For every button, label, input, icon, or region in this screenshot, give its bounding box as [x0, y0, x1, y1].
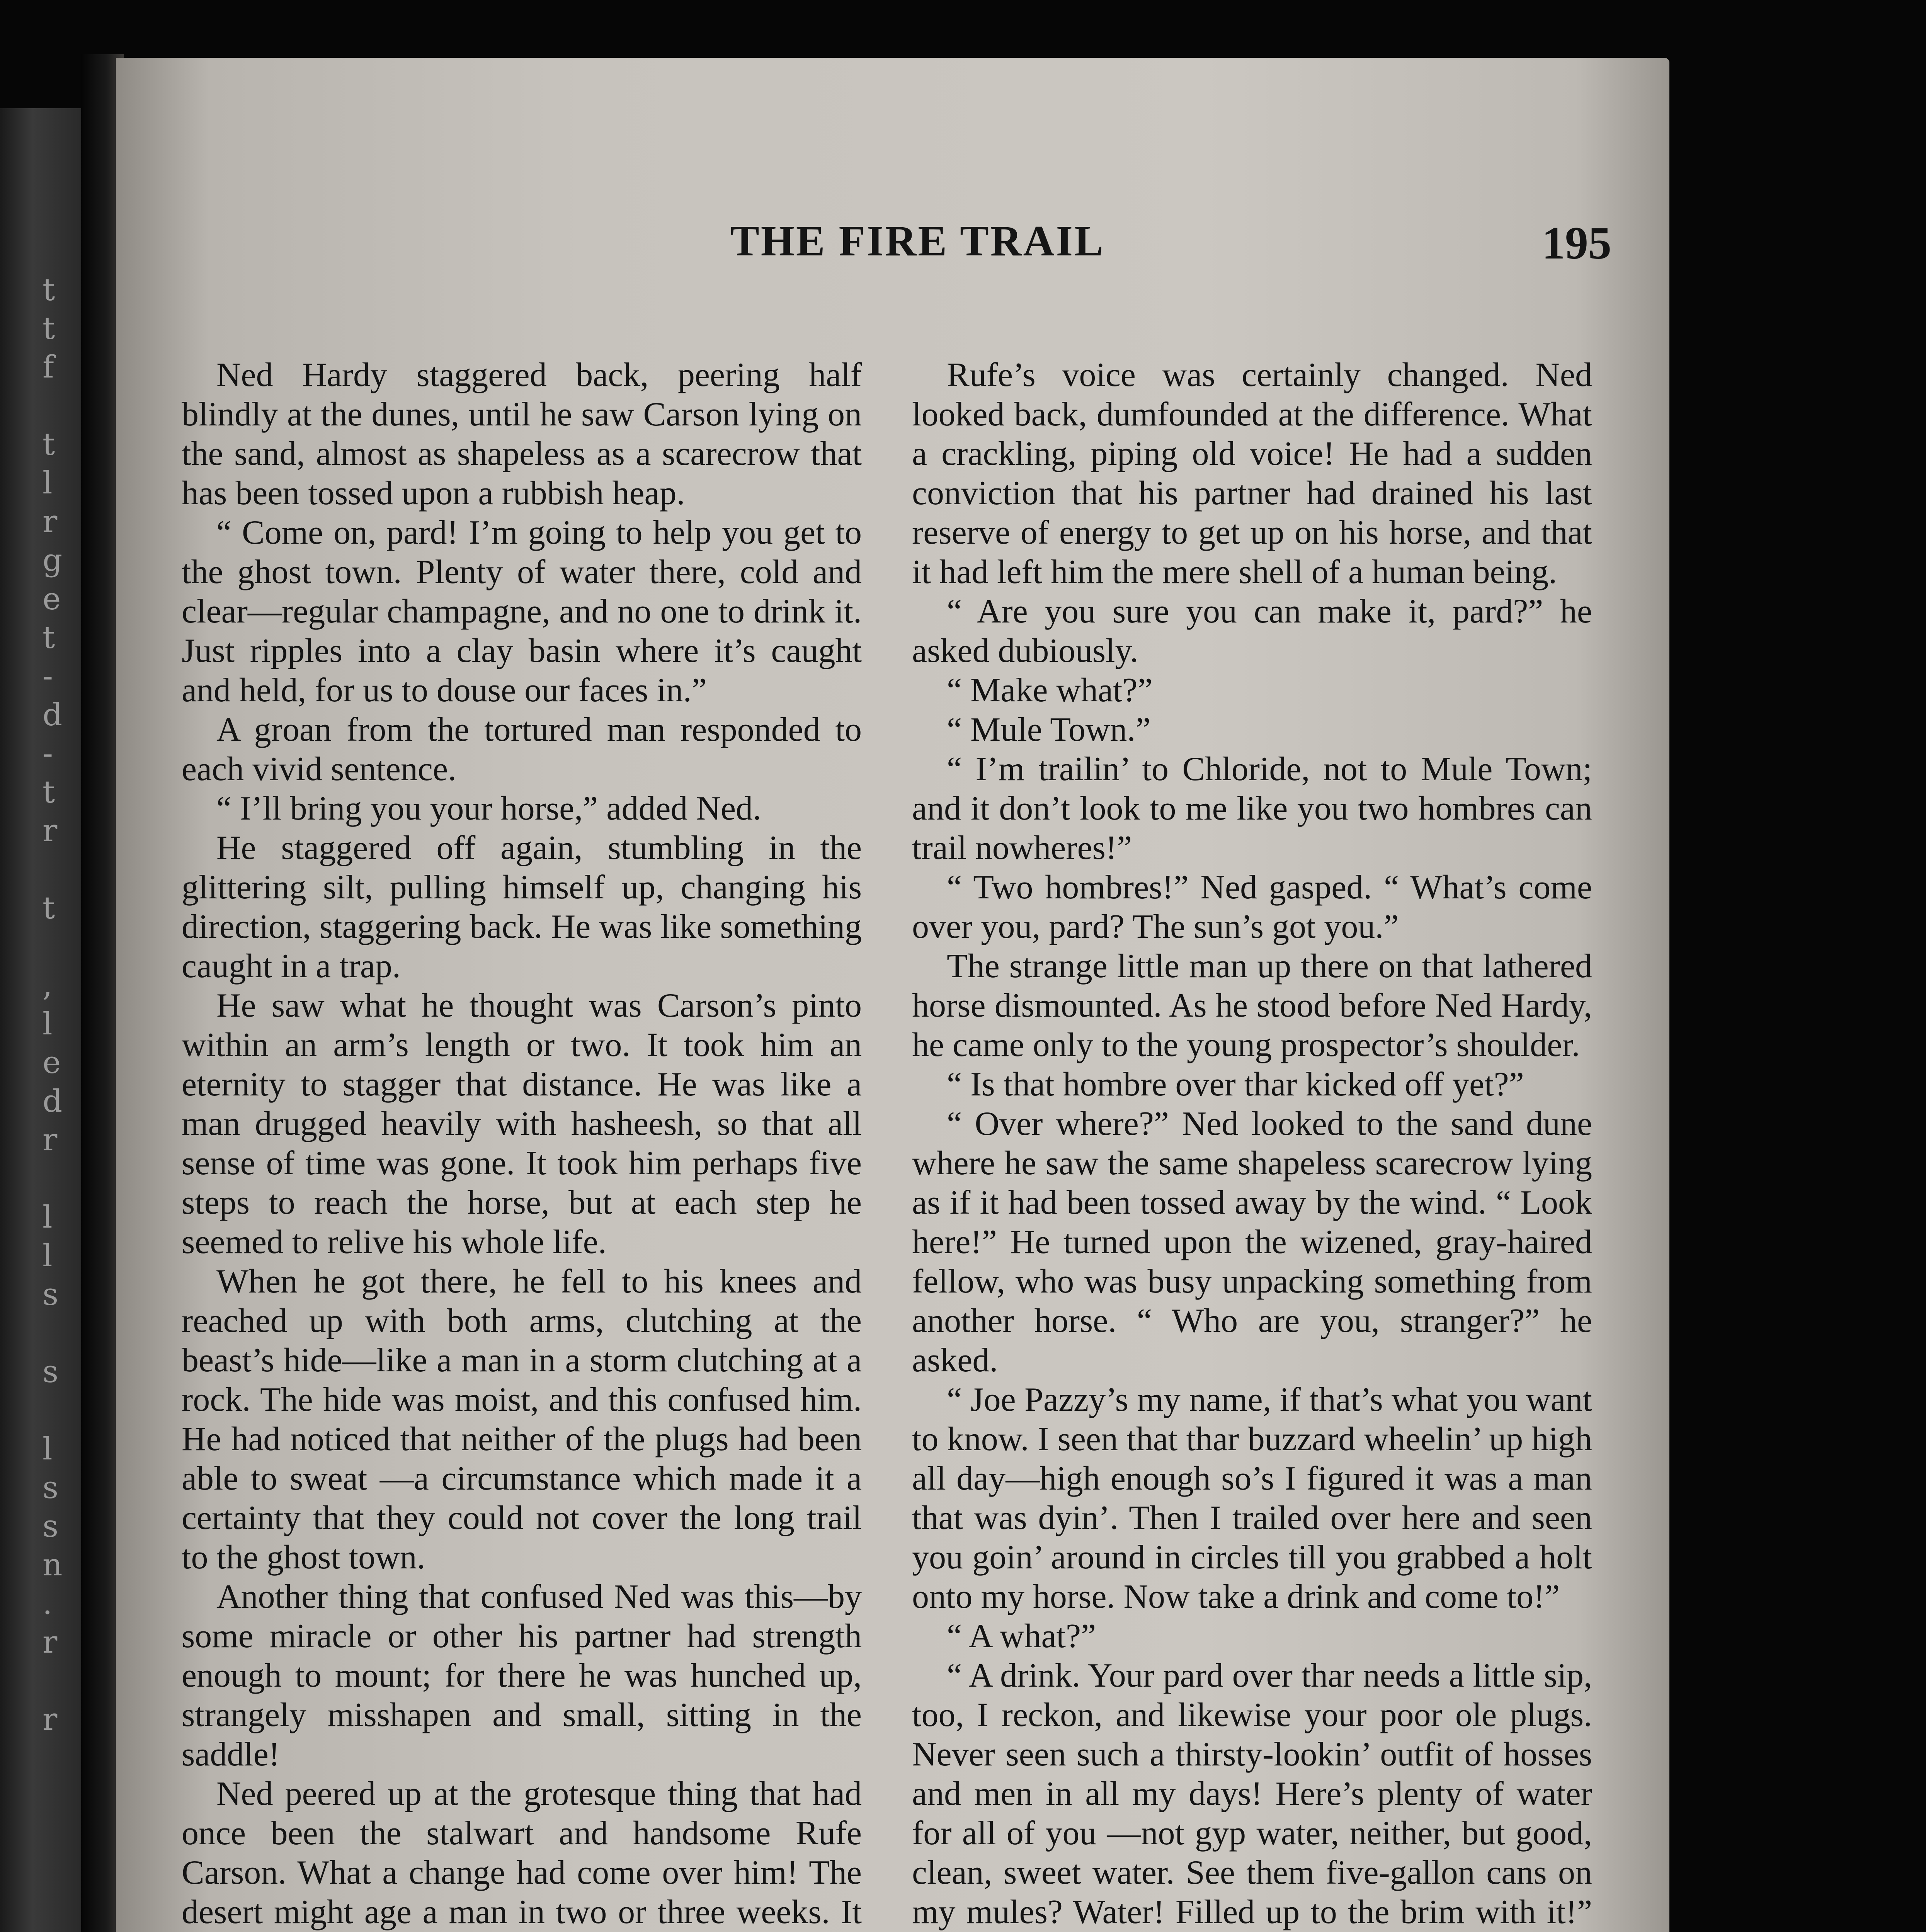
- paragraph: Rufe’s voice was certainly changed. Ned looked back, dumfounded at the difference. What a crackling, piping old voice! He had a sudden conviction that his partner had drained his last reserve of energy to get up on his horse, and that it had left him the mere shell of a human being.: [912, 356, 1592, 591]
- paragraph: “ A drink. Your pard over thar needs a little sip, too, I reckon, and likewise your poor ole plugs. Never seen such a thirsty-lookin’ outfit of hosses and men in all my days! Here’s plenty of water for all of you —not gyp water, neither, but good, clean, sweet water. See them five-gallon cans on my mules? Water! Filled up to the brim with it!”: [912, 1657, 1592, 1931]
- paragraph: A groan from the tortured man responded to each vivid sentence.: [182, 711, 862, 788]
- book-page: [116, 58, 1669, 1932]
- paragraph: He staggered off again, stumbling in the glittering silt, pulling himself up, changing his direction, staggering back. He was like something caught in a trap.: [182, 829, 862, 985]
- paragraph: The strange little man up there on that lathered horse dismounted. As he stood before Ned Hardy, he came only to the young prospector’s shoulder.: [912, 947, 1592, 1064]
- text-column-left: [182, 355, 862, 1932]
- paragraph: Another thing that confused Ned was this—by some miracle or other his partner had strength enough to mount; for there he was hunched up, strangely misshapen and small, sitting in the saddle!: [182, 1578, 862, 1773]
- paragraph: “ Two hombres!” Ned gasped. “ What’s come over you, pard? The sun’s got you.”: [912, 869, 1592, 946]
- paragraph: Ned peered up at the grotesque thing that had once been the stalwart and handsome Rufe Carson. What a change had come over him! The desert might age a man in two or three weeks. It: [182, 1775, 862, 1931]
- paragraph: “ A what?”: [947, 1617, 1096, 1655]
- paragraph: When he got there, he fell to his knees and reached up with both arms, clutching at the beast’s hide—like a man in a storm clutching at a rock. The hide was moist, and this confused him. He had noticed that neither of the plugs had been able to sweat —a circumstance which made it a certainty that they could not cover the long trail to the ghost town.: [182, 1263, 862, 1576]
- text-column-right: [912, 355, 1592, 1932]
- facing-page-fragment: t t f t l r g e t - d - t r t , l e d r l l s s l s s n . r r: [43, 272, 63, 1737]
- page-header: [166, 216, 1619, 278]
- running-head: THE FIRE TRAIL: [730, 217, 1105, 265]
- paragraph: Ned Hardy staggered back, peering half blindly at the dunes, until he saw Carson lying on the sand, almost as shapeless as a scarecrow that has been tossed upon a rubbish heap.: [182, 356, 862, 512]
- paragraph: “ Over where?” Ned looked to the sand dune where he saw the same shapeless scarecrow lying as if it had been tossed away by the wind. “ Look here!” He turned upon the wizened, gray-haired fellow, who was busy unpacking something from another horse. “ Who are you, stranger?” he asked.: [912, 1105, 1592, 1379]
- paragraph: “ Mule Town.”: [947, 711, 1151, 748]
- paragraph: “ I’m trailin’ to Chloride, not to Mule Town; and it don’t look to me like you two hombres can trail nowheres!”: [912, 750, 1592, 867]
- paragraph: “ Make what?”: [947, 672, 1153, 709]
- paragraph: He saw what he thought was Carson’s pinto within an arm’s length or two. It took him an eternity to stagger that distance. He was like a man drugged heavily with hasheesh, so that all sense of time was gone. It took him perhaps five steps to reach the horse, but at each step he seemed to relive his whole life.: [182, 987, 862, 1261]
- paragraph: “ I’ll bring you your horse,” added Ned.: [216, 790, 762, 827]
- paragraph: “ Joe Pazzy’s my name, if that’s what you want to know. I seen that thar buzzard wheelin’ up high all day—high enough so’s I figured it was a man that was dyin’. Then I trailed over here and seen you goin’ around in circles till you grabbed a holt onto my horse. Now take a drink and come to!”: [912, 1381, 1592, 1616]
- paragraph: “ Come on, pard! I’m going to help you get to the ghost town. Plenty of water there, cold and clear—regular champagne, and no one to drink it. Just ripples into a clay basin where it’s caught and held, for us to douse our faces in.”: [182, 514, 862, 709]
- paragraph: “ Is that hombre over thar kicked off yet?”: [947, 1066, 1524, 1103]
- facing-page-edge: [0, 108, 81, 1932]
- page-number: 195: [1542, 217, 1611, 269]
- paragraph: “ Are you sure you can make it, pard?” he asked dubiously.: [912, 593, 1592, 670]
